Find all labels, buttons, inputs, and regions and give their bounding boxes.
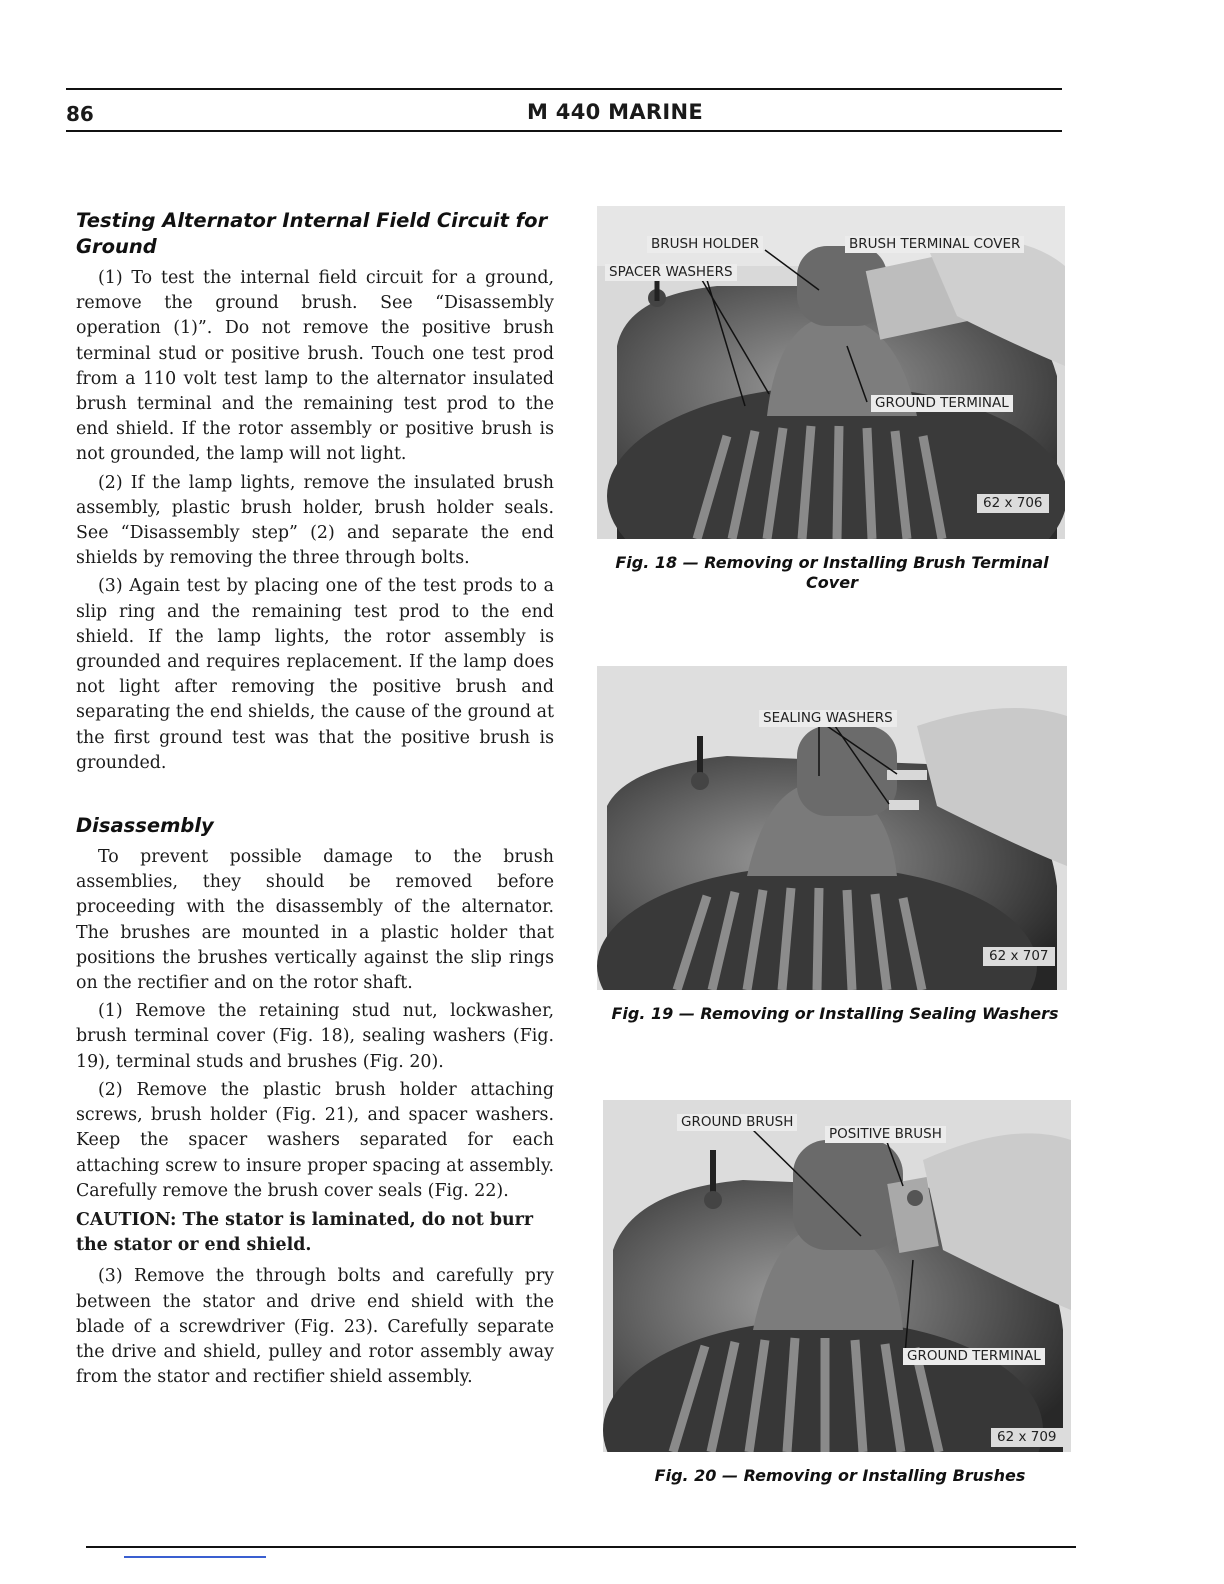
footer-rule <box>86 1546 1076 1548</box>
figure-18-photo <box>597 206 1065 539</box>
label-brush-holder: BRUSH HOLDER <box>647 236 763 253</box>
running-title: M 440 MARINE <box>526 100 703 124</box>
page-number: 86 <box>66 102 94 126</box>
text-column <box>76 208 554 1393</box>
label-ground-terminal: GROUND TERMINAL <box>871 395 1013 412</box>
figure-number: 62 x 709 <box>991 1428 1063 1447</box>
footer-accent-line <box>124 1556 266 1558</box>
paragraph: (1) To test the internal field circuit for a ground, remove the ground brush. See “Disassembly operation (1)”. Do not remove the positive brush terminal stud or positive brush. Touch one test prod from a 110 volt test lamp to the alternator insulated brush terminal and the remaining test prod to the end shield. If the rotor assembly or positive brush is not grounded, the lamp will not light. <box>76 268 554 465</box>
label-positive-brush: POSITIVE BRUSH <box>825 1126 946 1143</box>
figure-20-photo <box>603 1100 1071 1452</box>
paragraph: To prevent possible damage to the brush assemblies, they should be removed before proceeding with the disassembly of the alternator. The brushes are mounted in a plastic holder that positions the brushes vertically against the slip rings on the rectifier and on the rotor shaft. <box>76 847 554 994</box>
figure-18-caption: Fig. 18 — Removing or Installing Brush Terminal Cover <box>615 553 1049 592</box>
label-ground-brush: GROUND BRUSH <box>677 1114 797 1131</box>
caution-note: CAUTION: The stator is laminated, do not burr the stator or end shield. <box>76 1209 534 1256</box>
paragraph: (1) Remove the retaining stud nut, lockwasher, brush terminal cover (Fig. 18), sealing washers (Fig. 19), terminal studs and brushes (Fig. 20). <box>76 1001 554 1072</box>
paragraph: (2) If the lamp lights, remove the insulated brush assembly, plastic brush holder, brush holder seals. See “Disassembly step” (2) and separate the end shields by removing the three through bolts. <box>76 472 554 569</box>
alternator-photo-illustration <box>603 1100 1071 1452</box>
section-heading-disassembly: Disassembly <box>76 814 214 838</box>
figure-number: 62 x 706 <box>977 494 1049 513</box>
figure-19-photo <box>597 666 1067 990</box>
label-ground-terminal: GROUND TERMINAL <box>903 1348 1045 1365</box>
paragraph: (2) Remove the plastic brush holder attaching screws, brush holder (Fig. 21), and spacer washers. Keep the spacer washers separated for each attaching screw to insure proper spacing at assembly. Carefully remove the brush cover seals (Fig. 22). <box>76 1079 554 1201</box>
header-rule-bottom <box>66 130 1062 132</box>
alternator-photo-illustration <box>597 206 1065 539</box>
label-spacer-washers: SPACER WASHERS <box>605 264 737 281</box>
figure-20-caption: Fig. 20 — Removing or Installing Brushes <box>654 1466 1026 1485</box>
section-heading-testing: Testing Alternator Internal Field Circuit for Ground <box>76 209 548 258</box>
figure-number: 62 x 707 <box>983 947 1055 966</box>
label-sealing-washers: SEALING WASHERS <box>759 710 897 727</box>
figure-19-caption: Fig. 19 — Removing or Installing Sealing Washers <box>611 1004 1059 1023</box>
label-brush-terminal-cover: BRUSH TERMINAL COVER <box>845 236 1024 253</box>
paragraph: (3) Remove the through bolts and carefully pry between the stator and drive end shield with the blade of a screwdriver (Fig. 23). Carefully separate the drive and shield, pulley and rotor assembly away from the stator and rectifier shield assembly. <box>76 1266 554 1388</box>
paragraph: (3) Again test by placing one of the test prods to a slip ring and the remaining test prod to the end shield. If the lamp lights, the rotor assembly is grounded and requires replacement. If the lamp does not light after removing the positive brush and separating the end shields, the cause of the ground at the first ground test was that the positive brush is grounded. <box>76 576 554 773</box>
header-rule-top <box>66 88 1062 90</box>
